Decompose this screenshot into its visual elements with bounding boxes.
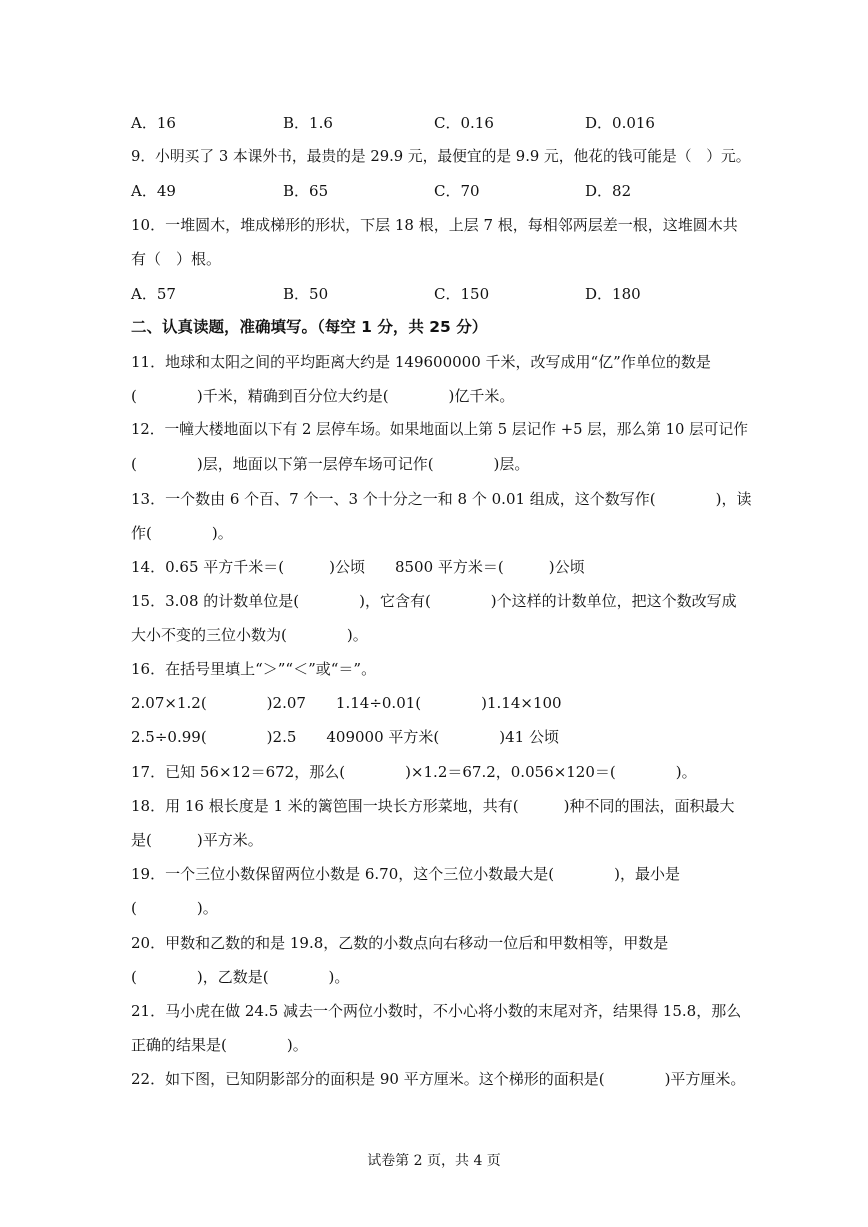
q17-text: 17．已知 56×12＝672，那么( )×1.2＝67.2，0.056×120＝( )。: [131, 763, 697, 781]
q21-text-line1: 21．马小虎在做 24.5 减去一个两位小数时，不小心将小数的末尾对齐，结果得 15.8，那么: [131, 1002, 742, 1020]
q8-option-d[interactable]: D．0.016: [585, 114, 655, 132]
q10-option-b[interactable]: B．50: [283, 285, 329, 303]
q18-text-line2: 是( )平方米。: [131, 831, 263, 849]
q20-text-line2: ( )，乙数是( )。: [131, 968, 350, 986]
q18-text-line1: 18．用 16 根长度是 1 米的篱笆围一块长方形菜地，共有( )种不同的围法，面积最大: [131, 797, 735, 815]
q19-text-line2: ( )。: [131, 899, 218, 917]
q11-text-line2: ( )千米，精确到百分位大约是( )亿千米。: [131, 387, 515, 405]
q11-text-line1: 11．地球和太阳之间的平均距离大约是 149600000 千米，改写成用“亿”作单位的数是: [131, 353, 711, 371]
q22-text: 22．如下图，已知阴影部分的面积是 90 平方厘米。这个梯形的面积是( )平方厘米。: [131, 1070, 746, 1088]
q16-text-line2: 2.07×1.2( )2.07 1.14÷0.01( )1.14×100: [131, 694, 562, 712]
page-footer: 试卷第 2 页，共 4 页: [367, 1153, 501, 1169]
q9-option-b[interactable]: B．65: [283, 182, 329, 200]
q12-text-line2: ( )层，地面以下第一层停车场可记作( )层。: [131, 455, 530, 473]
q8-option-c[interactable]: C．0.16: [434, 114, 494, 132]
q9-text: 9．小明买了 3 本课外书，最贵的是 29.9 元，最便宜的是 9.9 元，他花的钱可能是（ ）元。: [131, 148, 751, 165]
q10-text-line1: 10．一堆圆木，堆成梯形的形状，下层 18 根，上层 7 根，每相邻两层差一根，这堆圆木共: [131, 216, 738, 234]
q16-text-line1: 16．在括号里填上“＞”“＜”或“＝”。: [131, 660, 377, 678]
q13-text-line2: 作( )。: [131, 524, 233, 542]
q9-option-a[interactable]: A．49: [131, 182, 176, 200]
q15-text-line2: 大小不变的三位小数为( )。: [131, 626, 368, 644]
q20-text-line1: 20．甲数和乙数的和是 19.8，乙数的小数点向右移动一位后和甲数相等，甲数是: [131, 934, 669, 952]
q21-text-line2: 正确的结果是( )。: [131, 1036, 308, 1054]
section-2-heading: 二、认真读题，准确填写。（每空 1 分，共 25 分）: [131, 318, 488, 336]
q14-text: 14．0.65 平方千米＝( )公顷 8500 平方米＝( )公顷: [131, 558, 585, 576]
q10-text-line2: 有（ ）根。: [131, 250, 222, 268]
q12-text-line1: 12．一幢大楼地面以下有 2 层停车场。如果地面以上第 5 层记作 +5 层，那么第 10 层可记作: [131, 421, 749, 438]
q10-option-d[interactable]: D．180: [585, 285, 641, 303]
q16-text-line3: 2.5÷0.99( )2.5 409000 平方米( )41 公顷: [131, 728, 559, 746]
q8-option-a[interactable]: A．16: [131, 114, 176, 132]
q13-text-line1: 13．一个数由 6 个百、7 个一、3 个十分之一和 8 个 0.01 组成，这个数写作( )，读: [131, 490, 752, 508]
q10-option-a[interactable]: A．57: [131, 285, 176, 303]
q8-option-b[interactable]: B．1.6: [283, 114, 333, 132]
q19-text-line1: 19．一个三位小数保留两位小数是 6.70，这个三位小数最大是( )，最小是: [131, 865, 680, 883]
q10-option-c[interactable]: C．150: [434, 285, 490, 303]
q9-option-c[interactable]: C．70: [434, 182, 480, 200]
q15-text-line1: 15．3.08 的计数单位是( )，它含有( )个这样的计数单位，把这个数改写成: [131, 592, 737, 610]
q9-option-d[interactable]: D．82: [585, 182, 632, 200]
